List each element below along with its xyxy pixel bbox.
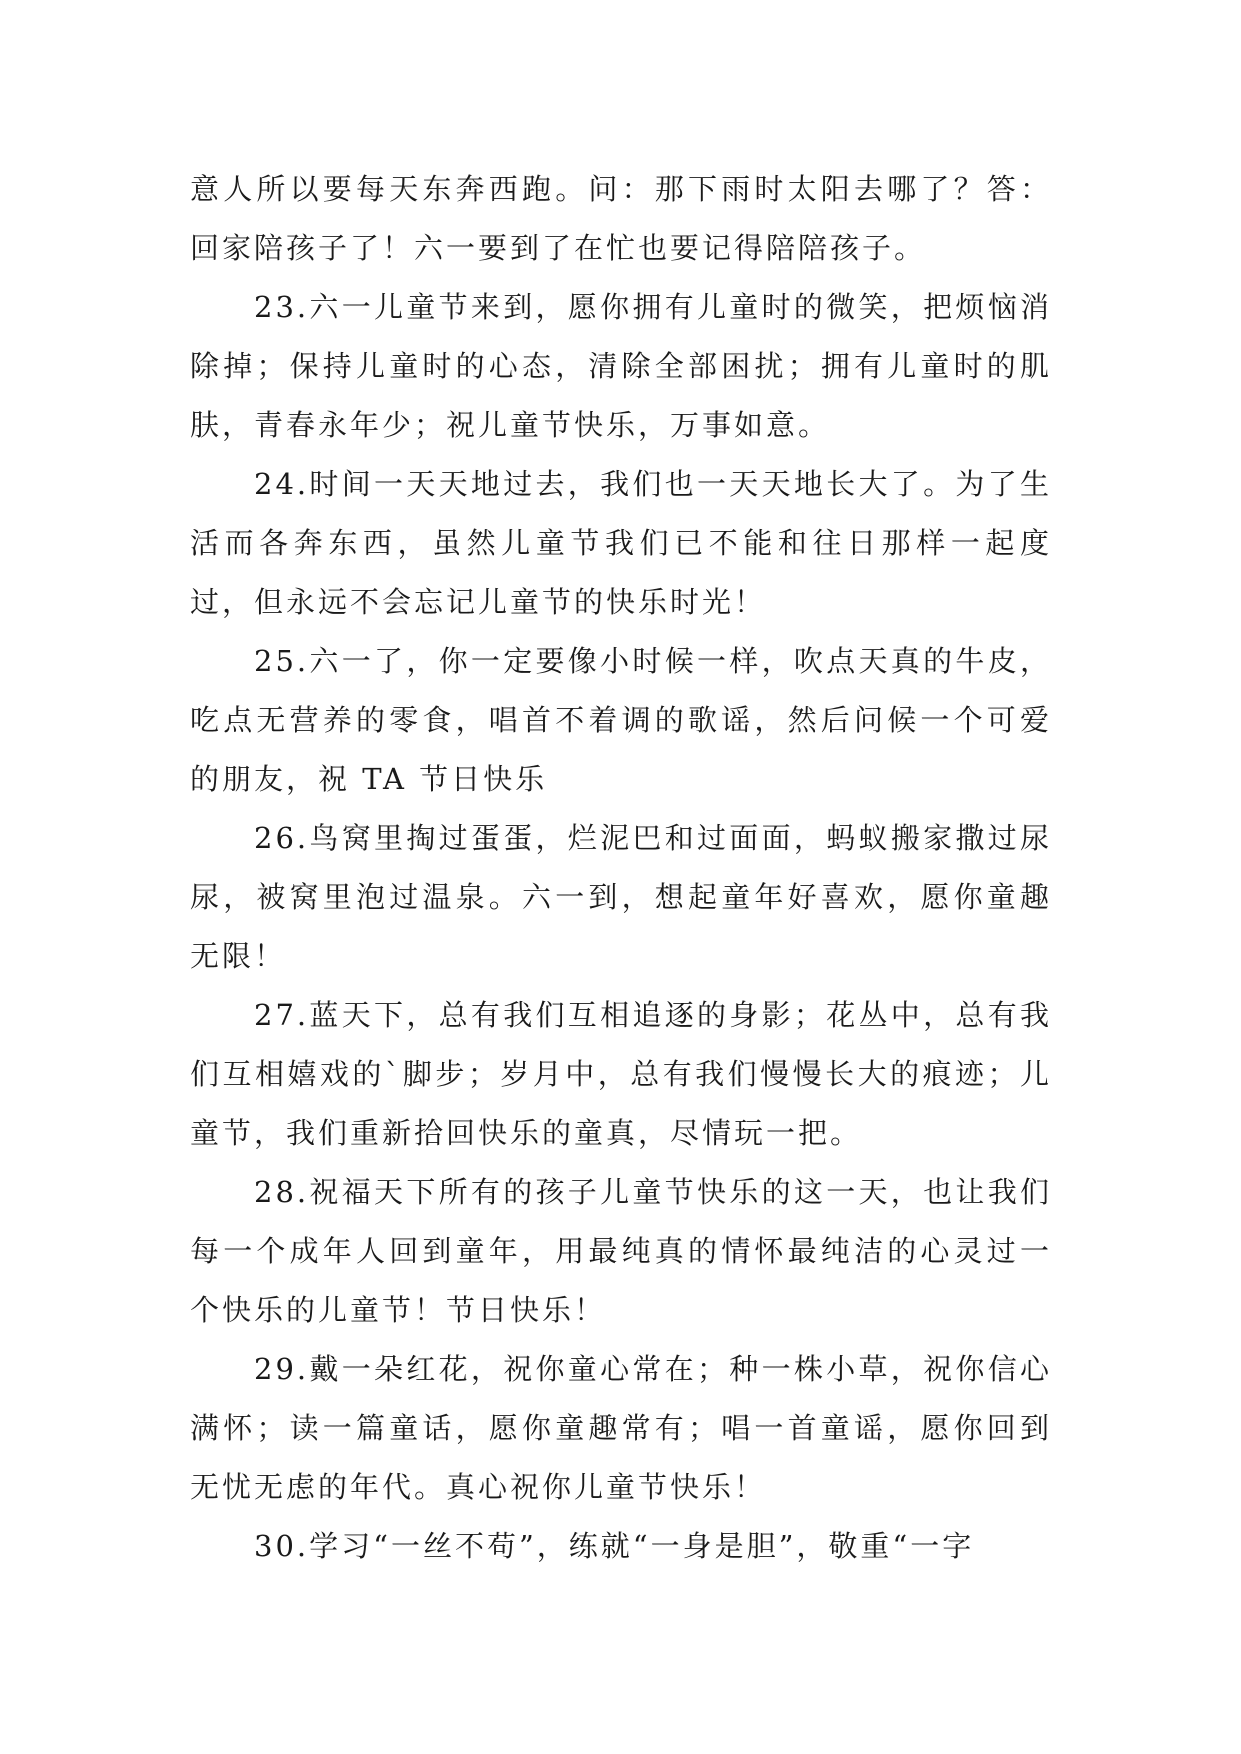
paragraph-25: 25.六一了，你一定要像小时候一样，吹点天真的牛皮，吃点无营养的零食，唱首不着调的歌谣，然后问候一个可爱的朋友，祝 TA 节日快乐 — [190, 644, 1052, 796]
paragraph-continuation: 意人所以要每天东奔西跑。问：那下雨时太阳去哪了？答：回家陪孩子了！六一要到了在忙也要记得陪陪孩子。 — [190, 172, 1052, 265]
paragraph-28: 28.祝福天下所有的孩子儿童节快乐的这一天，也让我们每一个成年人回到童年，用最纯真的情怀最纯洁的心灵过一个快乐的儿童节！节日快乐！ — [190, 1175, 1052, 1327]
paragraph-24: 24.时间一天天地过去，我们也一天天地长大了。为了生活而各奔东西，虽然儿童节我们已不能和往日那样一起度过，但永远不会忘记儿童节的快乐时光！ — [190, 467, 1052, 619]
paragraph-27: 27.蓝天下，总有我们互相追逐的身影；花丛中，总有我们互相嬉戏的`脚步；岁月中，总有我们慢慢长大的痕迹；儿童节，我们重新拾回快乐的童真，尽情玩一把。 — [190, 998, 1052, 1150]
paragraph-30: 30.学习“一丝不苟”，练就“一身是胆”，敬重“一字 — [254, 1529, 975, 1563]
document-body — [190, 160, 1052, 1576]
paragraph-26: 26.鸟窝里掏过蛋蛋，烂泥巴和过面面，蚂蚁搬家撒过尿尿，被窝里泡过温泉。六一到，想起童年好喜欢，愿你童趣无限！ — [190, 821, 1052, 973]
paragraph-23: 23.六一儿童节来到，愿你拥有儿童时的微笑，把烦恼消除掉；保持儿童时的心态，清除全部困扰；拥有儿童时的肌肤，青春永年少；祝儿童节快乐，万事如意。 — [190, 290, 1052, 442]
paragraph-29: 29.戴一朵红花，祝你童心常在；种一株小草，祝你信心满怀；读一篇童话，愿你童趣常有；唱一首童谣，愿你回到无忧无虑的年代。真心祝你儿童节快乐！ — [190, 1352, 1052, 1504]
